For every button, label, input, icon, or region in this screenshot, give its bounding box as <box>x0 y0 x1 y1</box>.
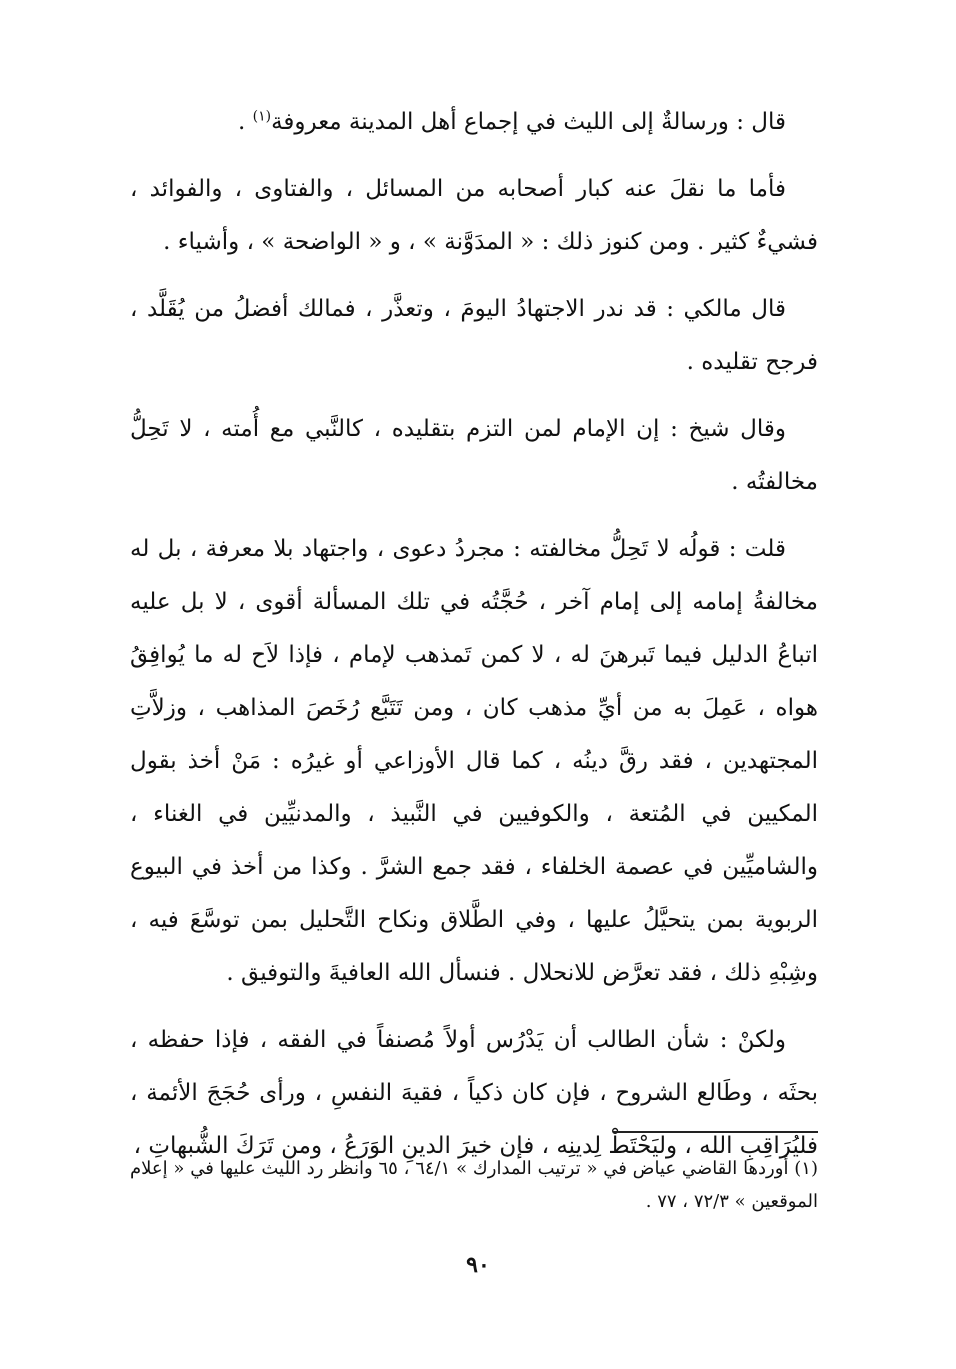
paragraph-5: قلت : قولُه لا تَحِلُّ مخالفته : مجردُ دعوى ، واجتهاد بلا معرفة ، بل له مخالفةُ إمامه إلى إمام آخر ، حُجَّتُه في تلك المسألة أقوى ، لا بل عليه اتباعُ الدليل فيما تَبرهنَ له ، لا كمن تَمذهب لإمام ، فإذا لاَح له ما يُوافِقُ هواه ، عَمِلَ به من أيِّ مذهب كان ، ومن تَتَبَّع رُخَصَ المذاهب ، وزلاَّتِ المجتهدين ، فقد رقَّ دينُه ، كما قال الأوزاعي أو غيرُه : مَنْ أخذ بقول المكيين في المُتعة ، والكوفيين في النَّبيذ ، والمدنيِّين في الغناء ، والشاميِّين في عصمة الخلفاء ، فقد جمع الشرَّ . وكذا من أخذ في البيوع الربوية بمن يتحيَّلُ عليها ، وفي الطَّلاق ونكاح التَّحليل بمن توسَّعَ فيه ، وشِبْهِ ذلك ، فقد تعرَّض للانحلال . فنسأل الله العافيةَ والتوفيق . <box>130 536 818 986</box>
footnote-1: (١) أوردها القاضي عياض في « ترتيب المدارك » ٦٤/١ ، ٦٥ وانظر رد الليث عليها في « إعلام الموقعين » ٧٢/٣ ، ٧٧ . <box>130 1158 818 1212</box>
paragraph-3: قال مالكي : قد ندر الاجتهادُ اليومَ ، وتعذَّر ، فمالك أفضلُ من يُقَلَّد ، فرجح تقليده . <box>130 296 818 375</box>
footnotes <box>130 1152 818 1218</box>
paragraph-1-text: قال : ورسالةٌ إلى الليث في إجماع أهل المدينة معروفة <box>271 109 786 135</box>
footnote-reference: (١) <box>252 108 272 125</box>
paragraph-2: فأما ما نقلَ عنه كبار أصحابه من المسائل ، والفتاوى ، والفوائد ، فشيءٌ كثير . ومن كنوز ذلك : « المدَوَّنة » ، و « الواضحة » ، وأشياء . <box>130 176 818 255</box>
page-number: ٩٠ <box>466 1252 490 1278</box>
paragraph-6: ولكنْ : شأن الطالب أن يَدْرُس أولاً مُصنفاً في الفقه ، فإذا حفظه ، بحثَه ، وطَالع الشروح ، فإن كان ذكياً ، فقيهَ النفسِ ، ورأى حُجَجَ الأئمة ، فليُرَاقِبِ الله ، وليَحْتَطْ لِدينِه ، فإن خيرَ الدينِ الوَرَعُ ، ومن تَرَكَ الشُّبهاتِ ، <box>130 1027 818 1159</box>
paragraph-1 <box>130 96 818 149</box>
paragraph-1-tail: . <box>237 109 253 135</box>
main-text <box>130 96 818 1175</box>
footnote-separator <box>613 1131 818 1133</box>
paragraph-4: وقال شيخ : إن الإمام لمن التزم بتقليده ، كالنَّبي مع أُمته ، لا تَحِلُّ مخالفتُه . <box>130 416 818 495</box>
